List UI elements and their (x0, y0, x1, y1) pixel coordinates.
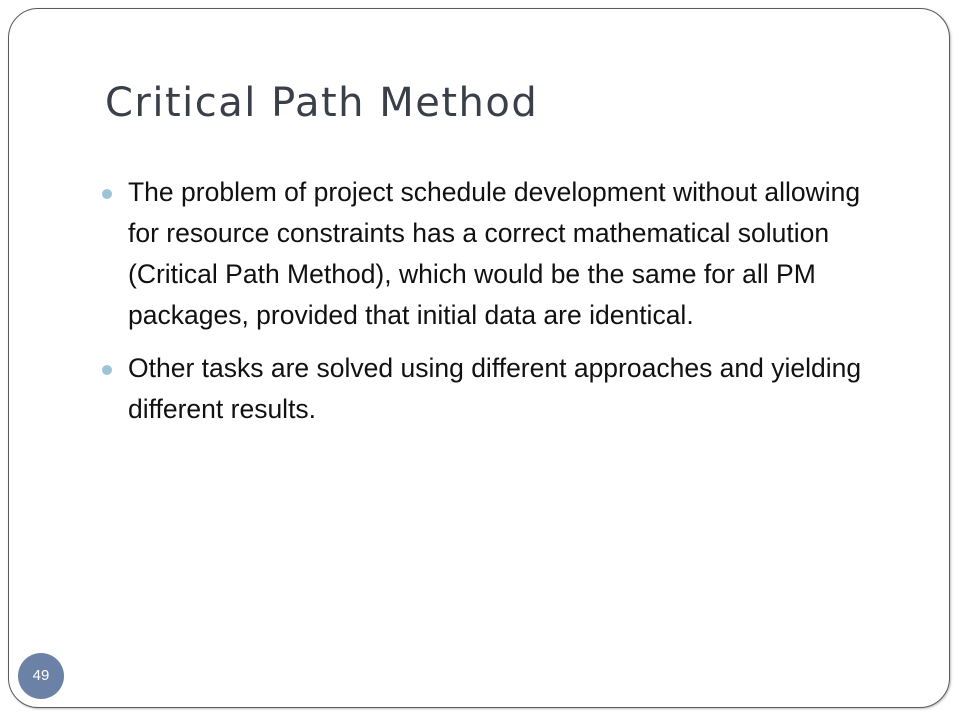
bullet-dot-icon (102, 189, 112, 199)
bullet-text: The problem of project schedule development without allowing for resource constraints has a correct mathematical solution (Critical Path Method), which would be the same for all PM packages, provided that initial data are identical. (128, 177, 861, 330)
slide-title: Critical Path Method (105, 80, 539, 126)
bullet-dot-icon (102, 365, 112, 375)
bullet-text: Other tasks are solved using different approaches and yielding different results. (128, 353, 862, 424)
bullet-item (100, 348, 880, 430)
bullet-item (100, 172, 880, 336)
slide-number-badge: 49 (18, 653, 64, 699)
bullet-list (100, 172, 880, 442)
